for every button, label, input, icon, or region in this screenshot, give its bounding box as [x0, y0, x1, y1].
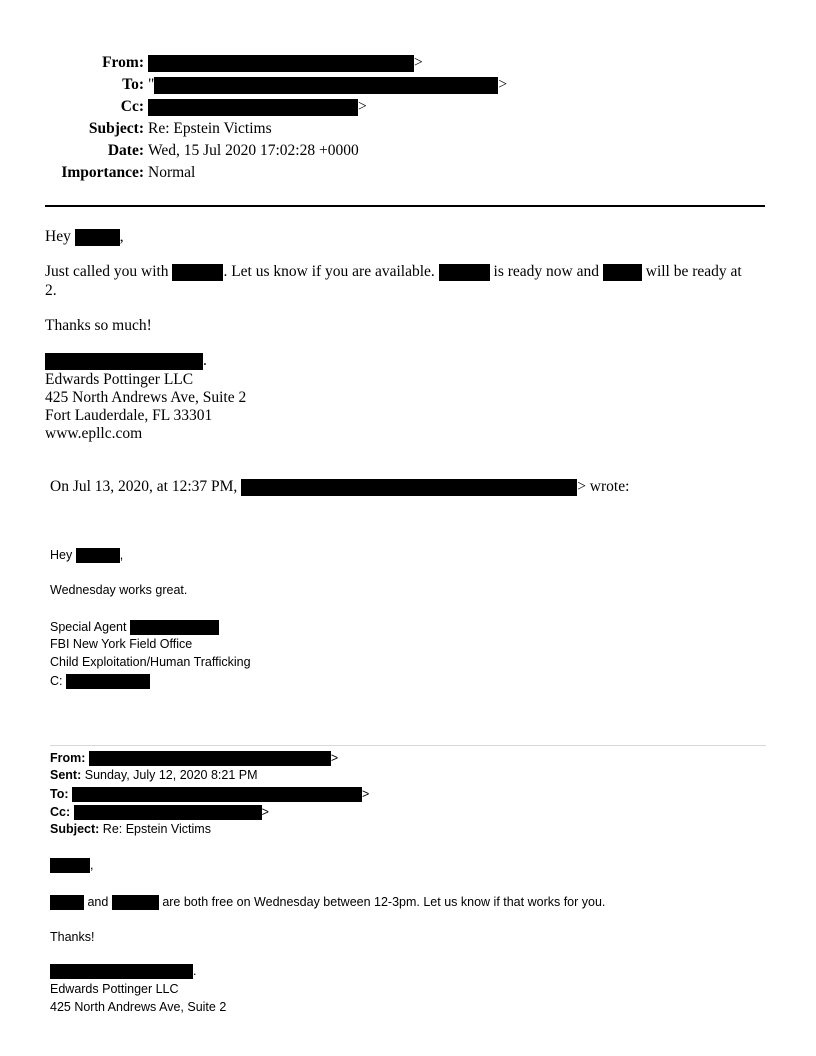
greeting: Hey ,	[50, 547, 124, 562]
signature-name: .	[45, 353, 207, 370]
redaction-block	[50, 964, 193, 979]
signature-office: FBI New York Field Office	[50, 637, 193, 651]
redaction-block	[154, 77, 498, 94]
cc-label: Cc:	[120, 98, 144, 115]
redaction-block	[50, 858, 90, 873]
redaction-block	[148, 55, 414, 72]
redaction-block	[439, 264, 490, 281]
greeting: Hey ,	[45, 228, 124, 246]
subject-label: Subject:	[88, 120, 144, 137]
to-value: " >	[148, 76, 508, 94]
date-label: Date:	[107, 142, 144, 159]
cc-value: >	[148, 99, 367, 116]
signature-firm: Edwards Pottinger LLC	[50, 982, 179, 996]
quote-subject: Subject: Re: Epstein Victims	[50, 822, 211, 836]
redaction-block	[50, 895, 84, 910]
quote-intro: On Jul 13, 2020, at 12:37 PM, > wrote:	[50, 478, 630, 496]
redaction-block	[112, 895, 159, 910]
header-divider	[45, 205, 765, 207]
from-value: >	[148, 55, 423, 72]
redaction-block	[130, 620, 219, 635]
paragraph-line: 2.	[45, 282, 57, 299]
signature-address: 425 North Andrews Ave, Suite 2	[50, 1000, 227, 1014]
redaction-block	[72, 787, 362, 802]
body-line: Wednesday works great.	[50, 583, 188, 597]
redaction-block	[172, 264, 223, 281]
subject-value: Re: Epstein Victims	[148, 120, 272, 137]
signature-phone: C:	[50, 674, 150, 689]
redaction-block	[241, 479, 577, 496]
redaction-block	[76, 548, 120, 563]
body-line: and are both free on Wednesday between 12-3pm. Let us know if that works for you.	[50, 895, 605, 910]
redaction-block	[89, 751, 331, 766]
signature-name: .	[50, 964, 196, 979]
from-label: From:	[102, 54, 144, 71]
thanks-line: Thanks!	[50, 930, 95, 944]
signature-title: Special Agent	[50, 620, 219, 635]
greeting: ,	[50, 858, 93, 873]
redaction-block	[148, 99, 358, 116]
to-label: To:	[122, 76, 144, 93]
paragraph-line: Just called you with . Let us know if you are available. is ready now and will be ready at	[45, 263, 742, 281]
redaction-block	[74, 805, 262, 820]
importance-label: Importance:	[61, 164, 144, 181]
redaction-block	[603, 264, 642, 281]
importance-value: Normal	[148, 164, 196, 181]
signature-unit: Child Exploitation/Human Trafficking	[50, 655, 251, 669]
redaction-block	[75, 229, 120, 246]
quote-divider	[50, 745, 766, 746]
quote-cc: Cc: >	[50, 804, 269, 819]
redaction-block	[45, 353, 203, 370]
thanks-line: Thanks so much!	[45, 317, 152, 334]
quote-to: To: >	[50, 786, 370, 801]
quote-sent: Sent: Sunday, July 12, 2020 8:21 PM	[50, 768, 258, 782]
signature-firm: Edwards Pottinger LLC	[45, 371, 194, 388]
date-value: Wed, 15 Jul 2020 17:02:28 +0000	[148, 142, 359, 159]
signature-website: www.epllc.com	[45, 425, 143, 442]
quote-from: From: >	[50, 750, 339, 765]
redaction-block	[66, 674, 150, 689]
signature-address: Fort Lauderdale, FL 33301	[45, 407, 213, 424]
signature-address: 425 North Andrews Ave, Suite 2	[45, 389, 247, 406]
